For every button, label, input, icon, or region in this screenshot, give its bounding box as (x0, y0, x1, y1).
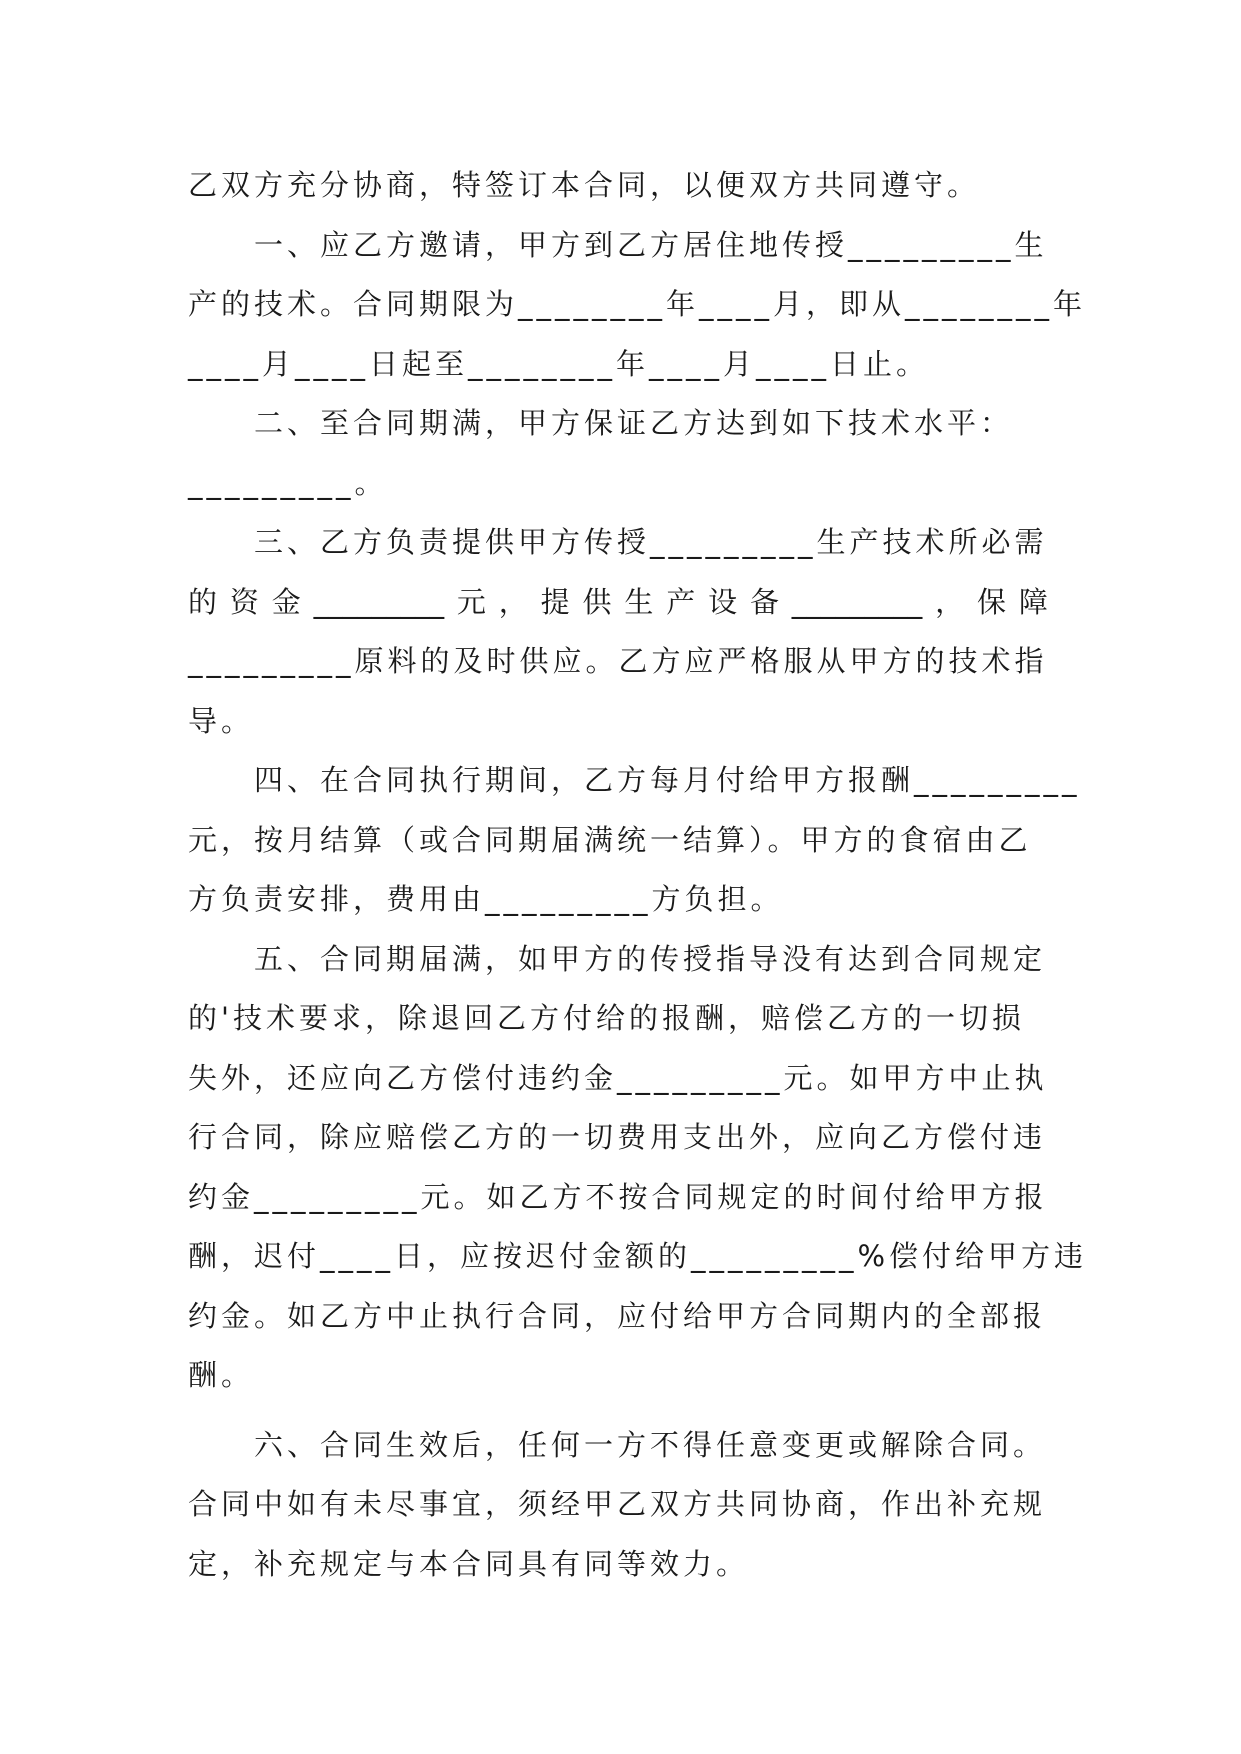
clause-4-line: 四、在合同执行期间，乙方每月付给甲方报酬_________ (254, 763, 1081, 797)
clause-2-line: 二、至合同期满，甲方保证乙方达到如下技术水平： (254, 406, 1014, 440)
text-segment: 产 (666, 584, 696, 619)
text-segment: 资 (229, 584, 259, 619)
text-line: ____月____日起至________年____月____日止。 (188, 346, 930, 381)
text-line: 酬。 (188, 1358, 255, 1392)
text-segment: 生 (624, 584, 654, 619)
blank-field: _________ (313, 584, 445, 619)
text-segment: ， (935, 584, 965, 619)
text-line: 的'技术要求，除退回乙方付给的报酬，赔偿乙方的一切损 (188, 1001, 1025, 1035)
text-line: _________。 (188, 465, 388, 500)
text-line: 元，按月结算（或合同期届满统一结算）。甲方的食宿由乙 (188, 822, 1032, 857)
text-line: 产的技术。合同期限为________年____月，即从________年 (188, 287, 1087, 321)
clause-3-line: 三、乙方负责提供甲方传授_________生产技术所必需 (254, 525, 1048, 559)
paragraph-gap (188, 1406, 1048, 1416)
text-segment: 供 (582, 584, 612, 619)
text-line: _________原料的及时供应。乙方应严格服从甲方的技术指 (188, 644, 1048, 678)
text-segment: 的 (188, 584, 218, 619)
text-line: 失外，还应向乙方偿付违约金_________元。如甲方中止执 (188, 1060, 1048, 1095)
text-segment: ， (498, 584, 528, 619)
text-segment: 保 (977, 584, 1007, 619)
text-line: 行合同，除应赔偿乙方的一切费用支出外，应向乙方偿付违 (188, 1120, 1047, 1154)
text-segment: 元 (456, 584, 486, 619)
contract-body (188, 156, 1088, 1594)
text-line: 乙双方充分协商，特签订本合同，以便双方共同遵守。 (188, 168, 981, 202)
clause-5-line: 五、合同期届满，如甲方的传授指导没有达到合同规定 (254, 941, 1047, 976)
clause-1-line: 一、应乙方邀请，甲方到乙方居住地传授_________生 (254, 227, 1048, 262)
blank-field: _________ (791, 584, 923, 619)
text-segment: 备 (749, 584, 779, 619)
text-line: 约金。如乙方中止执行合同，应付给甲方合同期内的全部报 (188, 1298, 1047, 1333)
text-line: 定，补充规定与本合同具有同等效力。 (188, 1546, 750, 1581)
text-line: 方负责安排，费用由_________方负担。 (188, 882, 784, 916)
clause-6-line: 六、合同生效后，任何一方不得任意变更或解除合同。 (254, 1427, 1047, 1462)
text-segment: 金 (271, 584, 301, 619)
text-line: 酬，迟付____日，应按迟付金额的_________%偿付给甲方违 (188, 1239, 1088, 1273)
text-line: 约金_________元。如乙方不按合同规定的时间付给甲方报 (188, 1179, 1048, 1214)
text-line: 导。 (188, 703, 255, 738)
text-segment: 设 (708, 584, 738, 619)
text-segment: 障 (1018, 584, 1048, 619)
text-segment: 提 (540, 584, 570, 619)
justified-text-line (188, 573, 1048, 633)
text-line: 合同中如有未尽事宜，须经甲乙双方共同协商，作出补充规 (188, 1487, 1047, 1521)
